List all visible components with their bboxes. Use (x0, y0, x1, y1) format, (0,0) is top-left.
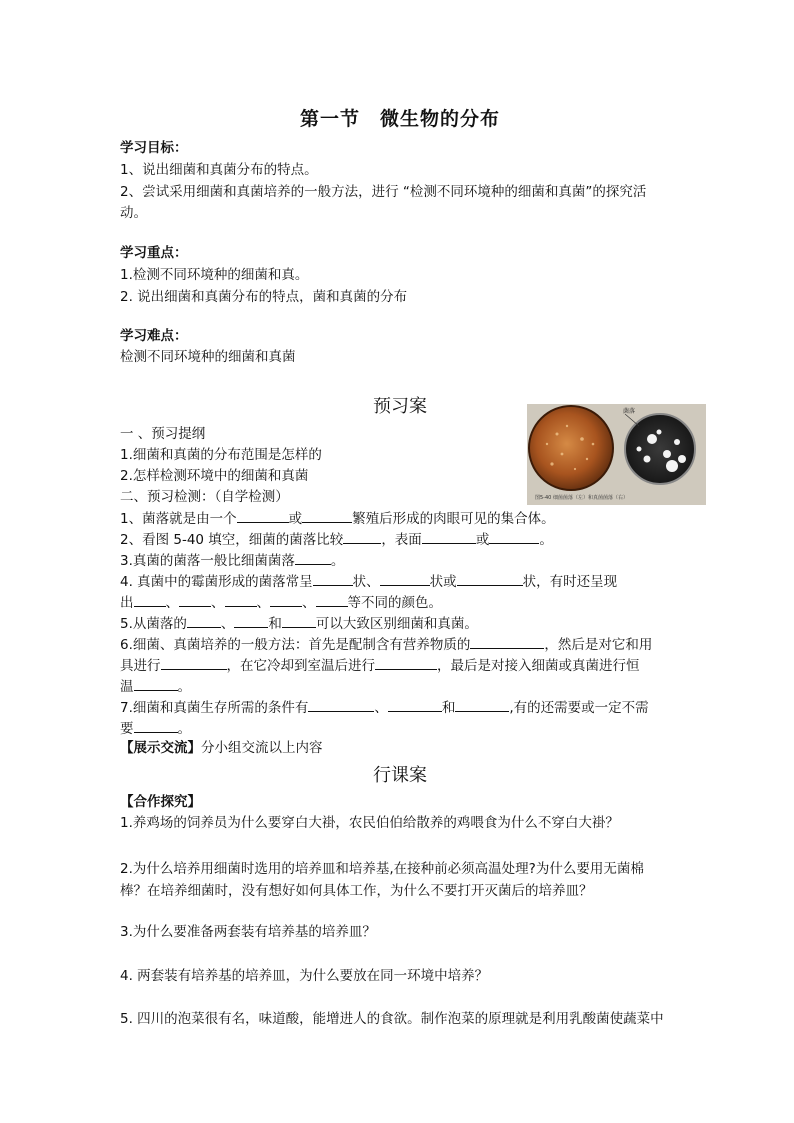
q4-blank-1[interactable] (313, 571, 353, 586)
exchange-line (120, 738, 323, 758)
question-1 (120, 508, 555, 529)
difficulty-heading: 学习难点： (120, 328, 188, 344)
q2-text-d: 。 (539, 532, 553, 548)
key-points-heading: 学习重点： (120, 245, 188, 261)
q5-text-end: 可以大致区别细菌和真菌。 (315, 616, 478, 632)
q2-text-a: 2、看图 5-40 填空，细菌的菌落比较 (120, 532, 344, 548)
q4-text-b: 状、 (352, 574, 380, 590)
colony-figure (527, 404, 706, 505)
coop-title: 【合作探究】 (120, 794, 201, 810)
question-3 (120, 550, 344, 571)
objective-1: 1、说出细菌和真菌分布的特点。 (120, 162, 318, 178)
question-4 (120, 571, 617, 592)
q6-blank-1[interactable] (470, 634, 544, 649)
question-7 (120, 697, 649, 718)
q7-text-a: 7.细菌和真菌生存所需的条件有 (120, 700, 309, 716)
q6b-text-a: 具进行 (120, 658, 161, 674)
q2-blank-1[interactable] (343, 529, 381, 544)
q5-text-a: 5.从菌落的 (120, 616, 187, 632)
q5-sep-2: 和 (268, 616, 282, 632)
q6c-text-b: 。 (177, 679, 191, 695)
figure-label: 菌落 (623, 408, 636, 415)
coop-question-4: 4. 两套装有培养基的培养皿，为什么要放在同一环境中培养？ (120, 968, 489, 984)
question-2 (120, 529, 553, 550)
q7-blank-3[interactable] (455, 697, 509, 712)
q2-text-c: 或 (475, 532, 490, 548)
outline-item-1: 1.细菌和真菌的分布范围是怎样的 (120, 447, 322, 463)
coop-question-2-cont: 棒？在培养细菌时，没有想好如何具体工作，为什么不要打开灭菌后的培养皿？ (120, 883, 593, 899)
check-title: 二、预习检测：（自学检测） (120, 489, 289, 505)
coop-question-1: 1.养鸡场的饲养员为什么要穿白大褂，农民伯伯给散养的鸡喂食为什么不穿白大褂？ (120, 815, 619, 831)
q7-sep-1: 、 (374, 700, 388, 716)
q5-sep-1: 、 (220, 616, 235, 632)
q3-text-b: 。 (330, 553, 345, 569)
q4b-text-end: 等不同的颜色。 (347, 595, 442, 611)
q6b-text-c: ，最后是对接入细菌或真菌进行恒 (437, 658, 640, 674)
q6-text-a: 6.细菌、真菌培养的一般方法：首先是配制含有营养物质的 (120, 637, 471, 653)
q3-blank-1[interactable] (295, 550, 331, 565)
lesson-heading: 行课案 (373, 765, 427, 786)
q4b-blank-2[interactable] (179, 592, 211, 607)
coop-question-5: 5. 四川的泡菜很有名，味道酸，能增进人的食欲。制作泡菜的原理就是利用乳酸菌使蔬菜中 (120, 1011, 664, 1027)
question-4-cont (120, 592, 442, 613)
exchange-label: 【展示交流】 (120, 740, 201, 756)
objective-2-cont: 动。 (120, 205, 147, 221)
q4-text-a: 4. 真菌中的霉菌形成的菌落常呈 (120, 574, 313, 590)
outline-title: 一 、预习提纲 (120, 426, 206, 442)
question-7-cont (120, 718, 191, 739)
q4-blank-3[interactable] (457, 571, 523, 586)
q1-blank-2[interactable] (302, 508, 352, 523)
question-6-cont (120, 655, 640, 676)
figure-caption: 图5-40 细菌菌落（左）和真菌菌落（右） (535, 495, 628, 501)
q3-text-a: 3.真菌的菌落一般比细菌菌落 (120, 553, 295, 569)
q7-text-end: ,有的还需要或一定不需 (509, 700, 649, 716)
key-point-2: 2. 说出细菌和真菌分布的特点，菌和真菌的分布 (120, 289, 408, 305)
q4b-sep-1: 、 (165, 595, 179, 611)
q7-blank-1[interactable] (308, 697, 374, 712)
q6b-text-b: ，在它冷却到室温后进行 (226, 658, 375, 674)
q1-text-c: 繁殖后形成的肉眼可见的集合体。 (352, 511, 555, 527)
question-5 (120, 613, 478, 634)
coop-question-2: 2.为什么培养用细菌时选用的培养皿和培养基,在接种前必须高温处理?为什么要用无菌棉 (120, 861, 644, 877)
coop-question-3: 3.为什么要准备两套装有培养基的培养皿？ (120, 924, 376, 940)
q1-blank-1[interactable] (237, 508, 289, 523)
q2-text-b: ，表面 (381, 532, 422, 548)
q4b-text-a: 出 (120, 595, 134, 611)
q4b-blank-4[interactable] (270, 592, 302, 607)
q5-blank-1[interactable] (187, 613, 221, 628)
q6c-blank-1[interactable] (134, 676, 178, 691)
q4b-blank-3[interactable] (225, 592, 257, 607)
q4b-blank-1[interactable] (134, 592, 166, 607)
page-title: 第一节 微生物的分布 (299, 108, 500, 130)
q7b-blank-1[interactable] (134, 718, 178, 733)
q4-blank-2[interactable] (380, 571, 430, 586)
q4b-sep-4: 、 (302, 595, 316, 611)
q7-sep-2: 和 (441, 700, 456, 716)
q4b-sep-3: 、 (256, 595, 270, 611)
q2-blank-3[interactable] (489, 529, 539, 544)
q5-blank-3[interactable] (282, 613, 316, 628)
q6b-blank-2[interactable] (375, 655, 437, 670)
q6-text-b: ，然后是对它和用 (544, 637, 653, 653)
q5-blank-2[interactable] (234, 613, 268, 628)
q6c-text-a: 温 (120, 679, 134, 695)
q2-blank-2[interactable] (422, 529, 476, 544)
q4-text-d: 状，有时还呈现 (522, 574, 618, 590)
preview-heading: 预习案 (373, 396, 427, 417)
q1-text-a: 1、菌落就是由一个 (120, 511, 237, 527)
exchange-text: 分小组交流以上内容 (201, 740, 323, 756)
q7b-text-a: 要 (120, 721, 134, 737)
q4b-sep-2: 、 (211, 595, 225, 611)
objectives-heading: 学习目标： (120, 140, 188, 156)
q7-blank-2[interactable] (388, 697, 442, 712)
objective-2: 2、尝试采用细菌和真菌培养的一般方法，进行 “检测不同环境种的细菌和真菌”的探究活 (120, 184, 647, 200)
key-point-1: 1.检测不同环境种的细菌和真。 (120, 267, 309, 283)
q7b-text-b: 。 (177, 721, 191, 737)
outline-item-2: 2.怎样检测环境中的细菌和真菌 (120, 468, 309, 484)
question-6-end (120, 676, 191, 697)
colony-photo (527, 404, 706, 505)
question-6 (120, 634, 652, 655)
q6b-blank-1[interactable] (161, 655, 227, 670)
q4b-blank-5[interactable] (316, 592, 348, 607)
q4-text-c: 状或 (429, 574, 457, 590)
q1-text-b: 或 (288, 511, 303, 527)
difficulty-text: 检测不同环境种的细菌和真菌 (120, 349, 296, 365)
